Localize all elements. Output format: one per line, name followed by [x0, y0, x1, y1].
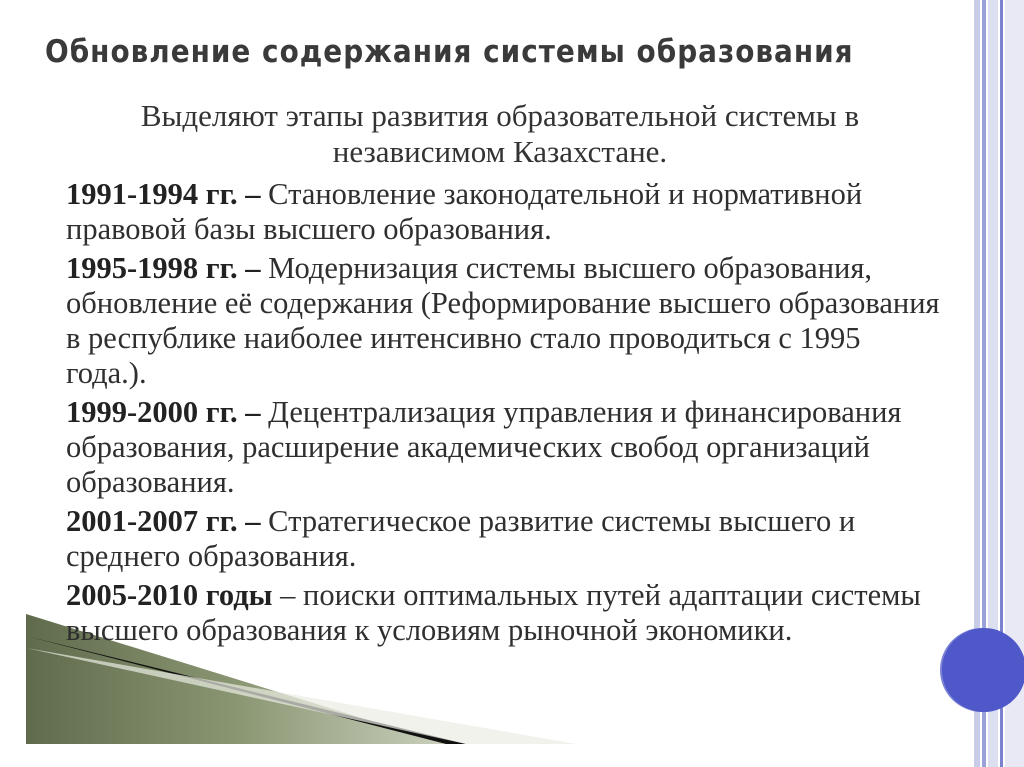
- period-text: Стратегическое развитие системы высшего и среднего образования.: [66, 504, 856, 573]
- decorative-circle: [942, 628, 1024, 712]
- period-text: – поиски оптимальных путей адаптации системы высшего образования к условиям рыночной экономики.: [66, 578, 921, 647]
- period-item: [66, 578, 946, 648]
- period-item: [66, 251, 946, 391]
- period-text: Модернизация системы высшего образования, обновление её содержания (Реформирование высшего образования в республике наиболее интенсивно стало проводиться с 1995 года.).: [66, 251, 940, 390]
- period-text: Децентрализация управления и финансирования образования, расширение академических свобод организаций образования.: [66, 395, 902, 499]
- period-text: Становление законодательной и нормативной правовой базы высшего образования.: [66, 177, 863, 246]
- period-years: 1991-1994 гг. –: [66, 177, 261, 211]
- period-item: [66, 504, 946, 574]
- period-years: 1995-1998 гг. –: [66, 251, 261, 285]
- period-item: [66, 395, 946, 500]
- period-years: 2005-2010 годы: [66, 578, 273, 612]
- period-item: [66, 177, 946, 247]
- period-years: 2001-2007 гг. –: [66, 504, 261, 538]
- slide-title: Обновление содержания системы образования: [45, 34, 854, 70]
- periods-list: [66, 177, 946, 652]
- period-years: 1999-2000 гг. –: [66, 395, 261, 429]
- intro-text: Выделяют этапы развития образовательной системы в независимом Казахстане.: [140, 98, 860, 169]
